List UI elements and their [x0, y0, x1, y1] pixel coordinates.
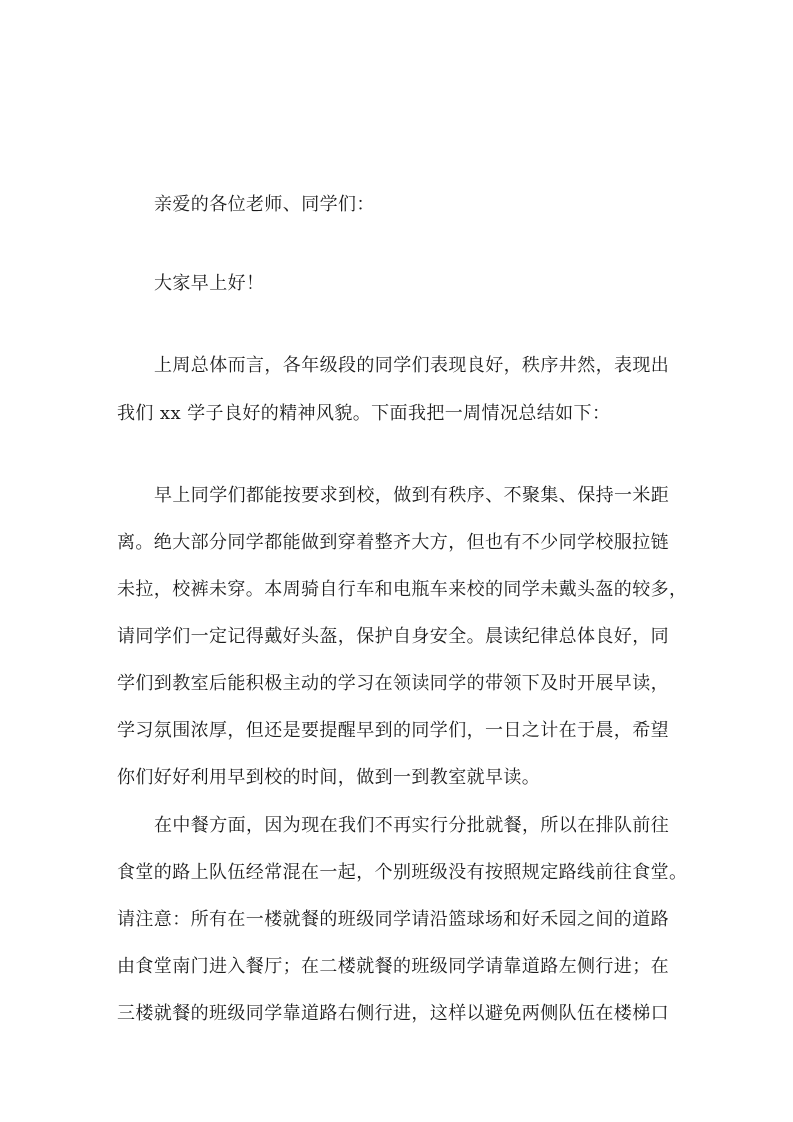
paragraph-line: 学们到教室后能积极主动的学习在领读同学的带领下及时开展早读，	[117, 673, 669, 694]
paragraph-line: 由食堂南门进入餐厅；在二楼就餐的班级同学请靠道路左侧行进；在	[117, 956, 669, 977]
paragraph-line: 上周总体而言，各年级段的同学们表现良好，秩序井然，表现出	[154, 355, 670, 376]
paragraph-line: 在中餐方面，因为现在我们不再实行分批就餐，所以在排队前往	[154, 815, 670, 836]
paragraph-line: 未拉，校裤未穿。本周骑自行车和电瓶车来校的同学未戴头盔的较多，	[117, 579, 688, 600]
greeting: 大家早上好！	[154, 273, 265, 294]
paragraph-line: 三楼就餐的班级同学靠道路右侧行进，这样以避免两侧队伍在楼梯口	[117, 1003, 669, 1024]
paragraph-line: 我们 xx 学子良好的精神风貌。下面我把一周情况总结如下：	[117, 403, 611, 424]
paragraph-line: 请同学们一定记得戴好头盔，保护自身安全。晨读纪律总体良好，同	[117, 626, 669, 647]
paragraph-line: 学习氛围浓厚，但还是要提醒早到的同学们，一日之计在于晨，希望	[117, 720, 669, 741]
paragraph-line: 食堂的路上队伍经常混在一起，个别班级没有按照规定路线前往食堂。	[117, 862, 688, 883]
paragraph-line: 早上同学们都能按要求到校，做到有秩序、不聚集、保持一米距	[154, 485, 670, 506]
paragraph-line: 请注意：所有在一楼就餐的班级同学请沿篮球场和好禾园之间的道路	[117, 909, 669, 930]
salutation: 亲爱的各位老师、同学们：	[154, 194, 375, 215]
paragraph-line: 离。绝大部分同学都能做到穿着整齐大方，但也有不少同学校服拉链	[117, 532, 669, 553]
paragraph-line: 你们好好利用早到校的时间，做到一到教室就早读。	[117, 767, 541, 788]
